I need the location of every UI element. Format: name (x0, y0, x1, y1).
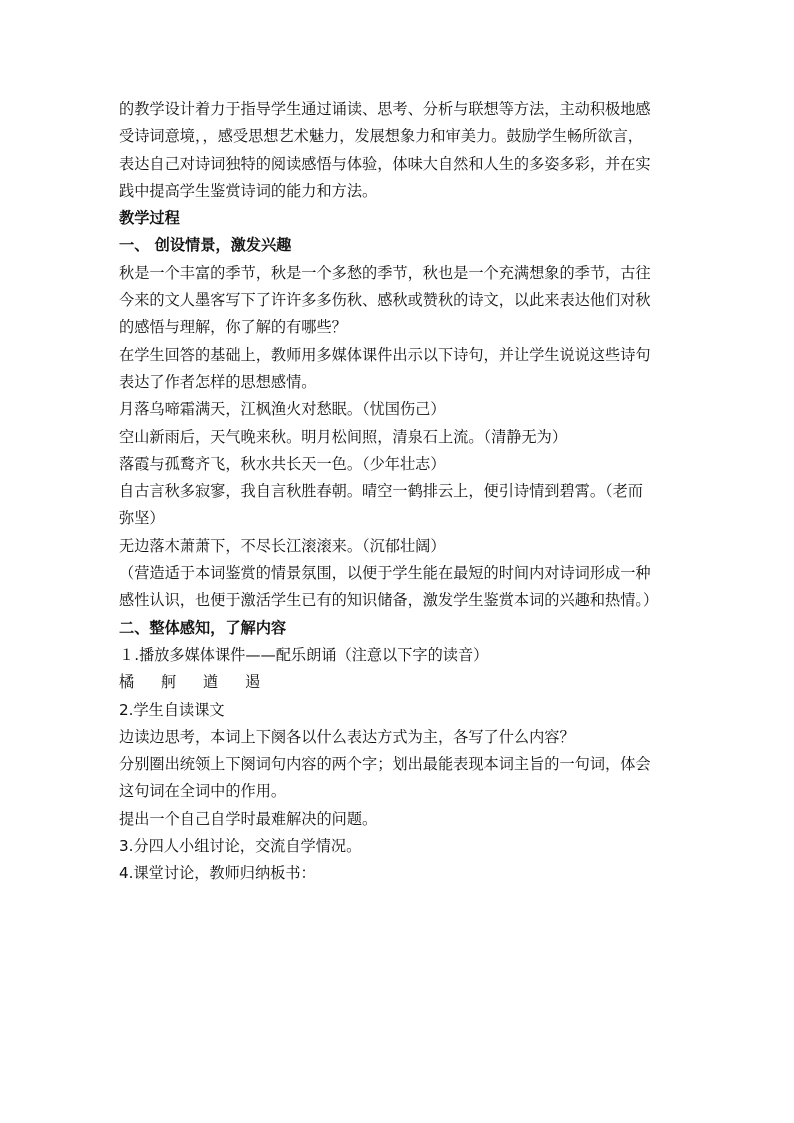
section2-line-1: 边读边思考，本词上下阕各以什么表达方式为主，各写了什么内容？ (119, 727, 575, 746)
heading-teaching-process: 教学过程 (119, 209, 180, 228)
section1-para1-line-3: 的感悟与理解，你了解的有哪些？ (119, 318, 347, 337)
poem-line-5: 弥坚） (119, 509, 165, 528)
poem-line-6: 无边落木萧萧下，不尽长江滚滚来。（沉郁壮阔） (119, 536, 446, 555)
poem-line-2: 空山新雨后，天气晚来秋。明月松间照，清泉石上流。（清静无为） (119, 427, 568, 446)
poem-line-3: 落霞与孤鹜齐飞，秋水共长天一色。（少年壮志） (119, 454, 446, 473)
char-2: 舸 (161, 673, 177, 692)
document-page (119, 96, 681, 888)
intro-line-1: 的教学设计着力于指导学生通过诵读、思考、分析与联想等方法，主动积极地感 (119, 100, 651, 118)
section2-line-2: 分别圈出统领上下阕词句内容的两个字；划出最能表现本词主旨的一句词，体会 (119, 755, 651, 774)
section1-para2-line-2: 表达了作者怎样的思想感情。 (119, 372, 317, 391)
section1-note-line-1: （营造适于本词鉴赏的情景氛围，以便于学生能在最短的时间内对诗词形成一种 (119, 564, 651, 583)
section1-para2-line-1: 在学生回答的基础上，教师用多媒体课件出示以下诗句，并让学生说说这些诗句 (119, 345, 651, 364)
intro-line-4: 践中提高学生鉴赏诗词的能力和方法。 (119, 181, 378, 200)
section1-para1-line-1: 秋是一个丰富的季节，秋是一个多愁的季节，秋也是一个充满想象的季节，古往 (119, 263, 651, 282)
char-1: 橘 (119, 673, 135, 692)
poem-line-4: 自古言秋多寂寥，我自言秋胜春朝。晴空一鹤排云上，便引诗情到碧霄。（老而 (119, 482, 643, 501)
section1-para1-line-2: 今来的文人墨客写下了许许多多伤秋、感秋或赞秋的诗文，以此来表达他们对秋 (119, 291, 651, 310)
section2-line-4: 提出一个自己自学时最难解决的问题。 (119, 809, 378, 828)
section2-item-4: 4.课堂讨论，教师归纳板书： (119, 864, 316, 883)
char-4: 遏 (245, 673, 261, 692)
section2-item-1: １.播放多媒体课件——配乐朗诵（注意以下字的读音） (119, 645, 489, 664)
section2-line-3: 这句词在全词中的作用。 (119, 782, 287, 801)
intro-line-3: 表达自己对诗词独特的阅读感悟与体验，体味大自然和人生的多姿多彩，并在实 (119, 154, 651, 173)
poem-line-1: 月落乌啼霜满天，江枫渔火对愁眠。（忧国伤己） (119, 400, 446, 419)
section2-title: 二、整体感知，了解内容 (119, 618, 287, 637)
char-3: 遒 (203, 673, 219, 692)
intro-line-2: 受诗词意境，，感受思想艺术魅力，发展想象力和审美力。鼓励学生畅所欲言， (119, 127, 643, 146)
pronunciation-characters (119, 669, 681, 696)
section1-title: 一、 创设情景，激发兴趣 (119, 236, 292, 255)
section2-item-2: 2.学生自读课文 (119, 700, 225, 719)
section1-note-line-2: 感性认识，也便于激活学生已有的知识储备，激发学生鉴赏本词的兴趣和热情。） (119, 591, 659, 610)
section2-item-3: 3.分四人小组讨论，交流自学情况。 (119, 837, 362, 856)
